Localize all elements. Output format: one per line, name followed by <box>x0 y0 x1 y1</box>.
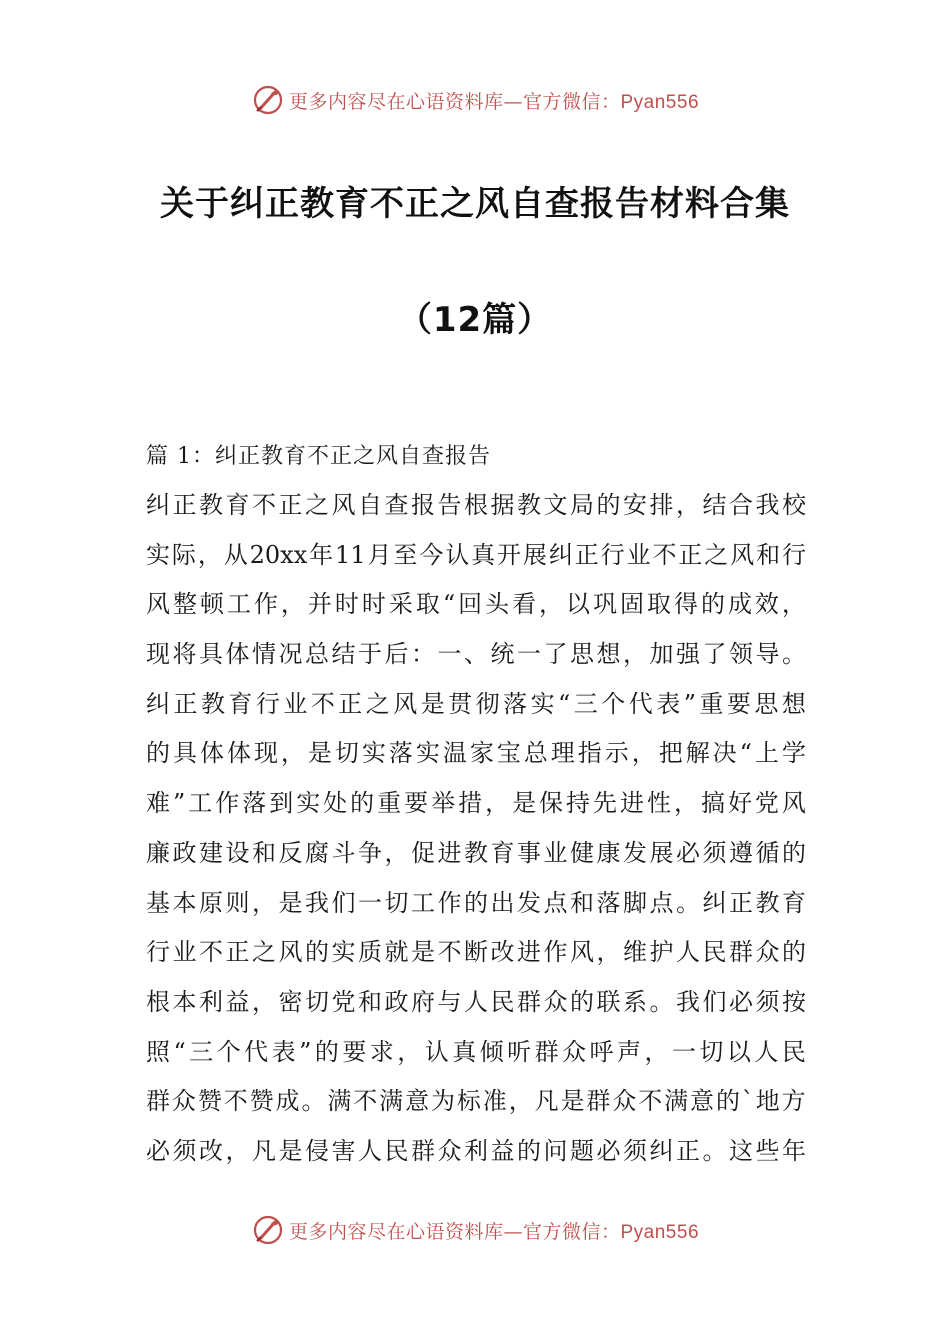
text-line: 纠 正 教 育 不 正 之 风 自 查 报 告 根 据 教 文 局 的 安 排 ， 结 合 我 校 <box>146 491 806 519</box>
section-heading: 篇 1：纠正教育不正之风自查报告 <box>146 444 491 469</box>
pen-logo-icon <box>251 83 285 117</box>
text-line: 现 将 具 体 情 况 总 结 于 后 ： 一 、 统 一 了 思 想 ， 加 强 了 领 导 。 <box>146 640 806 669</box>
document-body <box>146 432 806 1177</box>
text-line: 纠 正 教 育 行 业 不 正 之 风 是 贯 彻 落 实 “ 三 个 代 表 ” 重 要 思 想 <box>146 689 806 718</box>
wechat-id: Pyan556 <box>620 91 700 113</box>
text-line: 基 本 原 则 ， 是 我 们 一 切 工 作 的 出 发 点 和 落 脚 点 。 纠 正 教 育 <box>146 888 806 917</box>
document-subtitle: （12篇） <box>397 300 553 340</box>
text-line: 必 须 改 ， 凡 是 侵 害 人 民 群 众 利 益 的 问 题 必 须 纠 正 。 这 些 年 <box>146 1136 806 1165</box>
text-line: 风 整 顿 工 作 ， 并 时 时 采 取 “ 回 头 看 ， 以 巩 固 取 得 的 成 效 ， <box>146 590 806 619</box>
paragraph <box>146 481 806 1177</box>
text-line: 根 本 利 益 ， 密 切 党 和 政 府 与 人 民 群 众 的 联 系 。 我 们 必 须 按 <box>146 987 806 1016</box>
footer-watermark-banner <box>0 1212 950 1248</box>
text-line: 群 众 赞 不 赞 成 。 满 不 满 意 为 标 准 ， 凡 是 群 众 不 满 意 的 ` 地 方 <box>146 1087 806 1116</box>
pen-logo-icon <box>251 1213 285 1247</box>
text-line: 实 际 ， 从 20xx 年 11 月 至 今 认 真 开 展 纠 正 行 业 不 正 之 风 和 行 <box>146 540 806 569</box>
watermark-text: 更多内容尽在心语资料库—官方微信：Pyan556 <box>288 90 700 113</box>
header-watermark-banner <box>0 82 950 118</box>
text-line: 难 ” 工 作 落 到 实 处 的 重 要 举 措 ， 是 保 持 先 进 性 ， 搞 好 党 风 <box>146 789 806 818</box>
text-line: 行 业 不 正 之 风 的 实 质 就 是 不 断 改 进 作 风 ， 维 护 人 民 群 众 的 <box>146 938 806 967</box>
wechat-id: Pyan556 <box>620 1221 700 1243</box>
text-line: 的 具 体 体 现 ， 是 切 实 落 实 温 家 宝 总 理 指 示 ， 把 解 决 “ 上 学 <box>146 739 806 768</box>
text-line: 照 “ 三 个 代 表 ” 的 要 求 ， 认 真 倾 听 群 众 呼 声 ， 一 切 以 人 民 <box>146 1037 806 1066</box>
text-line: 廉 政 建 设 和 反 腐 斗 争 ， 促 进 教 育 事 业 健 康 发 展 必 须 遵 循 的 <box>146 838 806 867</box>
document-title: 关于纠正教育不正之风自查报告材料合集 <box>160 184 790 224</box>
watermark-text: 更多内容尽在心语资料库—官方微信：Pyan556 <box>288 1220 700 1243</box>
